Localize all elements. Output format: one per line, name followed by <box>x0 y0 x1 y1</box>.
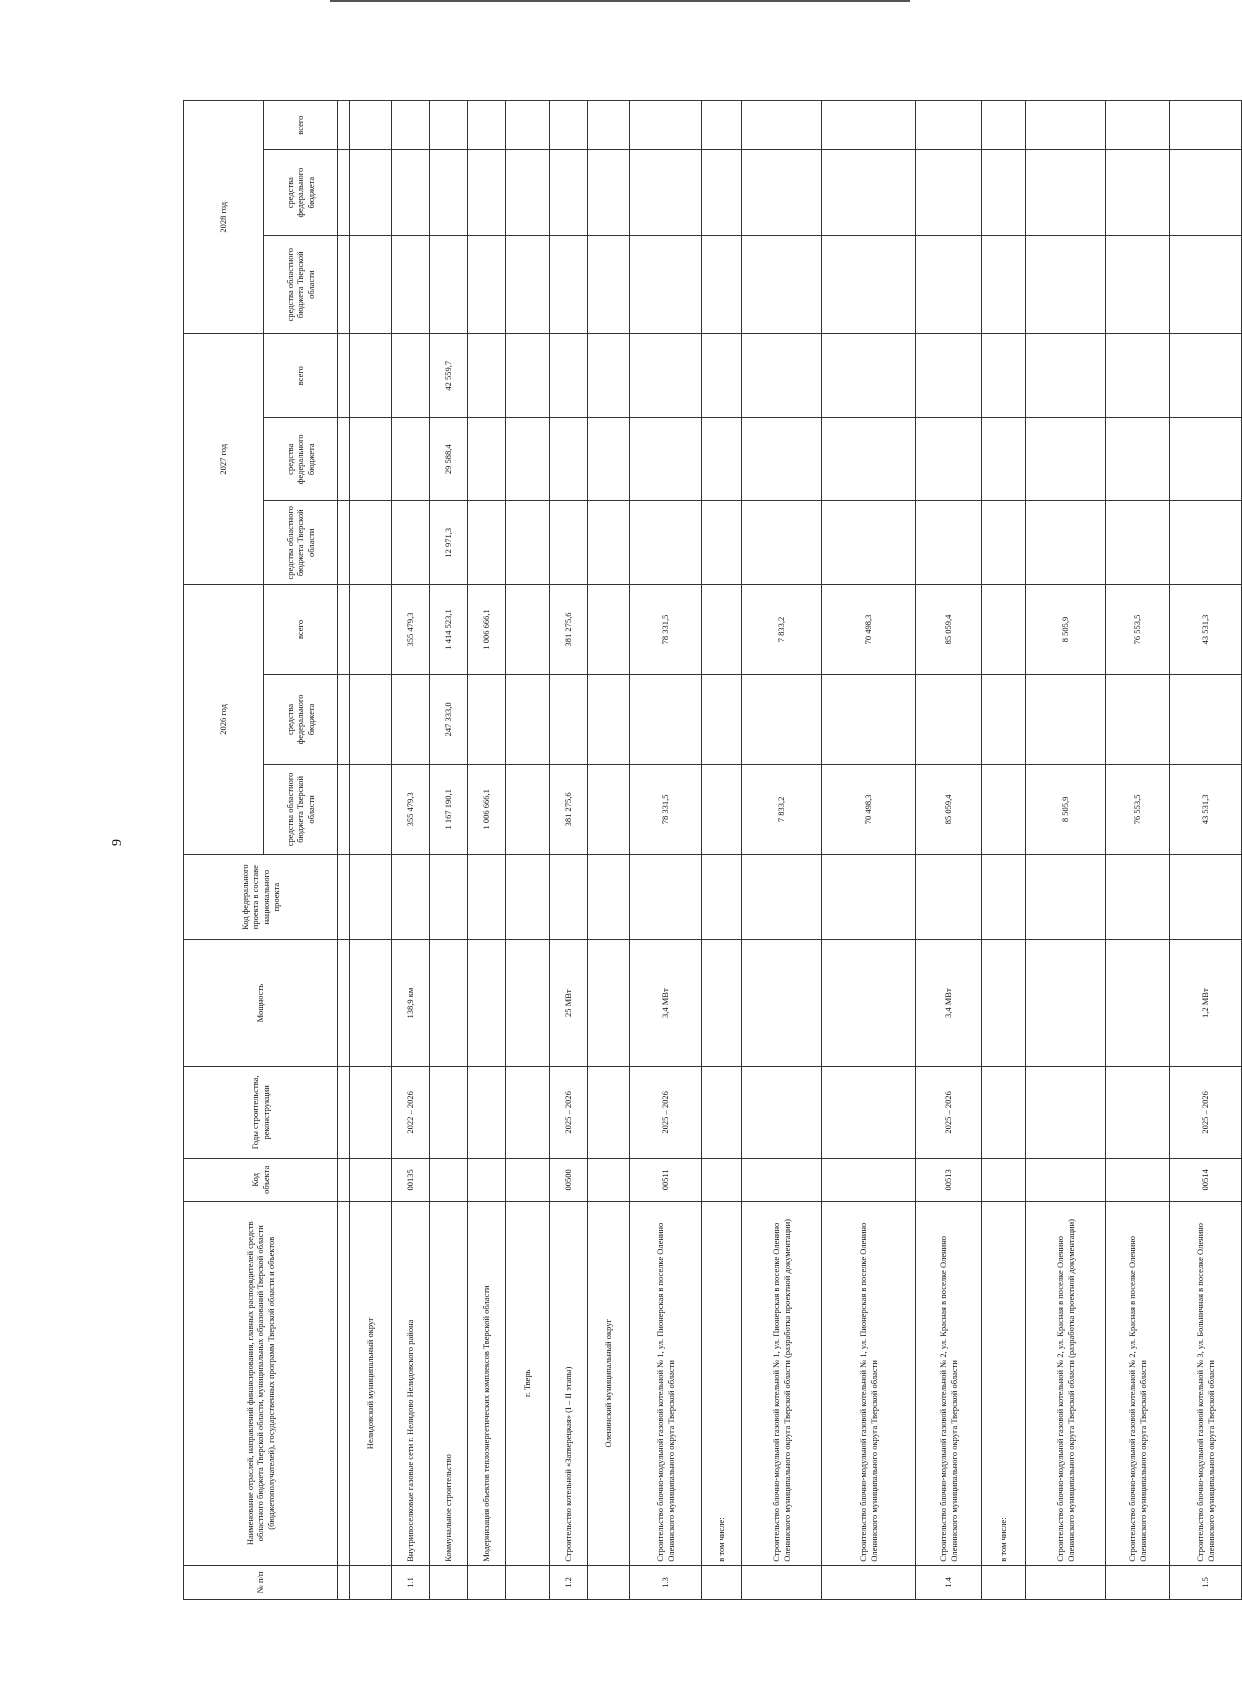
table-row <box>392 101 430 1600</box>
amount-cell <box>630 150 702 236</box>
row-name-cell: Строительство блочно-модульной газовой котельной № 3, ул. Больничная в поселке Оленино Оленинского муниципального округа Тверской области <box>1170 1201 1242 1565</box>
empty-cell <box>588 501 630 585</box>
header-capacity: Мощность <box>184 940 338 1066</box>
header-2028-regional: средства областного бюджета Тверской области <box>264 235 338 334</box>
row-num-cell <box>742 1565 822 1599</box>
table-row <box>588 101 630 1600</box>
amount-cell <box>468 235 506 334</box>
fed-project-cell <box>468 854 506 940</box>
amount-cell: 1 414 523,1 <box>430 585 468 675</box>
amount-cell <box>742 334 822 418</box>
amount-cell <box>742 417 822 501</box>
amount-cell: 12 971,3 <box>430 501 468 585</box>
empty-cell <box>982 235 1026 334</box>
header-index-row <box>338 101 350 1600</box>
amount-cell: 78 331,5 <box>630 764 702 854</box>
amount-cell <box>468 334 506 418</box>
fed-project-cell <box>550 854 588 940</box>
fed-project-cell <box>1170 854 1242 940</box>
empty-cell <box>982 764 1026 854</box>
amount-cell <box>1170 101 1242 150</box>
amount-cell <box>822 334 916 418</box>
amount-cell <box>1106 501 1170 585</box>
row-name-cell: Строительство блочно-модульной газовой котельной № 2, ул. Красная в поселке Оленино Оленинского муниципального округа Тверской области <box>1106 1201 1170 1565</box>
capacity-cell: 1,2 МВт <box>1170 940 1242 1066</box>
header-years: Годы строительства, реконструкции <box>184 1066 338 1158</box>
row-num-cell <box>1026 1565 1106 1599</box>
fed-project-cell <box>822 854 916 940</box>
row-name-cell: Внутрипоселковые газовые сети г. Нелидово Нелидовского района <box>392 1201 430 1565</box>
empty-cell <box>702 334 742 418</box>
amount-cell: 70 498,3 <box>822 585 916 675</box>
amount-cell <box>1026 417 1106 501</box>
amount-cell <box>468 101 506 150</box>
header-2026-regional: средства областного бюджета Тверской области <box>264 764 338 854</box>
amount-cell <box>1106 334 1170 418</box>
amount-cell <box>1026 235 1106 334</box>
empty-cell <box>702 417 742 501</box>
empty-cell <box>506 1158 550 1201</box>
empty-cell <box>506 854 550 940</box>
amount-cell <box>430 101 468 150</box>
amount-cell <box>550 417 588 501</box>
row-name-cell: Строительство блочно-модульной газовой котельной № 2, ул. Красная в поселке Оленино Оленинского муниципального округа Тверской области (разработка проектной документации) <box>1026 1201 1106 1565</box>
empty-cell <box>588 940 630 1066</box>
section-title: Нелидовский муниципальный округ <box>350 1201 392 1565</box>
table-row <box>630 101 702 1600</box>
header-year-2026: 2026 год <box>184 585 264 855</box>
table-row <box>468 101 506 1600</box>
empty-cell <box>506 940 550 1066</box>
table-row <box>982 101 1026 1600</box>
amount-cell: 43 531,3 <box>1170 585 1242 675</box>
empty-cell <box>506 501 550 585</box>
years-cell <box>742 1066 822 1158</box>
years-cell <box>430 1066 468 1158</box>
amount-cell: 8 505,9 <box>1026 585 1106 675</box>
amount-cell <box>1106 674 1170 764</box>
fed-project-cell <box>1026 854 1106 940</box>
amount-cell <box>1106 101 1170 150</box>
amount-cell: 29 588,4 <box>430 417 468 501</box>
years-cell: 2022 – 2026 <box>392 1066 430 1158</box>
amount-cell: 70 498,3 <box>822 764 916 854</box>
amount-cell <box>392 235 430 334</box>
object-code-cell: 00513 <box>916 1158 982 1201</box>
table-row <box>550 101 588 1600</box>
empty-cell <box>350 764 392 854</box>
fed-project-cell <box>430 854 468 940</box>
amount-cell <box>916 150 982 236</box>
amount-cell <box>916 334 982 418</box>
years-cell <box>822 1066 916 1158</box>
empty-cell <box>588 854 630 940</box>
empty-cell <box>702 1158 742 1201</box>
row-num-cell: 1.4 <box>916 1565 982 1599</box>
amount-cell <box>430 150 468 236</box>
amount-cell <box>1170 674 1242 764</box>
amount-cell <box>392 334 430 418</box>
empty-cell <box>350 940 392 1066</box>
row-num-cell: 1.3 <box>630 1565 702 1599</box>
table-body <box>350 101 1242 1600</box>
row-num-cell <box>822 1565 916 1599</box>
empty-cell <box>588 585 630 675</box>
empty-cell <box>350 235 392 334</box>
table-row <box>822 101 916 1600</box>
section-title: Оленинский муниципальный округ <box>588 1201 630 1565</box>
amount-cell <box>1026 334 1106 418</box>
header-2027-regional: средства областного бюджета Тверской области <box>264 501 338 585</box>
empty-cell <box>702 150 742 236</box>
empty-cell <box>588 101 630 150</box>
amount-cell <box>1026 150 1106 236</box>
fed-project-cell <box>392 854 430 940</box>
amount-cell <box>1170 417 1242 501</box>
empty-cell <box>982 854 1026 940</box>
capacity-cell <box>1026 940 1106 1066</box>
row-num-cell <box>506 1565 550 1599</box>
amount-cell: 381 275,6 <box>550 585 588 675</box>
empty-cell <box>506 101 550 150</box>
empty-cell <box>350 101 392 150</box>
object-code-cell: 00514 <box>1170 1158 1242 1201</box>
header-object-code: Код объекта <box>184 1158 338 1201</box>
years-cell <box>468 1066 506 1158</box>
empty-cell <box>588 674 630 764</box>
amount-cell <box>916 501 982 585</box>
empty-cell <box>982 334 1026 418</box>
header-name: Наименование отраслей, направлений финансирования, главных распорядителей средств областного бюджета Тверской области, муниципальных образований Тверской области (бюджетополучателей), государственных программ Тверской области и объектов <box>184 1201 338 1565</box>
empty-cell <box>506 674 550 764</box>
amount-cell: 43 531,3 <box>1170 764 1242 854</box>
header-fed-project-code: Код федерального проекта в составе национального проекта <box>184 854 338 940</box>
row-num-cell <box>430 1565 468 1599</box>
empty-cell <box>702 674 742 764</box>
amount-cell <box>916 674 982 764</box>
empty-cell <box>982 585 1026 675</box>
amount-cell <box>822 235 916 334</box>
capacity-cell <box>468 940 506 1066</box>
amount-cell <box>1170 501 1242 585</box>
amount-cell <box>1026 101 1106 150</box>
capacity-cell <box>430 940 468 1066</box>
top-scan-rule <box>330 0 910 2</box>
header-num: № п/п <box>184 1565 338 1599</box>
table-row <box>506 101 550 1600</box>
table-row <box>1026 101 1106 1600</box>
amount-cell <box>550 674 588 764</box>
empty-cell <box>350 334 392 418</box>
amount-cell: 85 059,4 <box>916 764 982 854</box>
amount-cell <box>468 674 506 764</box>
empty-cell <box>588 235 630 334</box>
empty-cell <box>702 854 742 940</box>
subtotal-note: в том числе: <box>982 1201 1026 1565</box>
capacity-cell <box>1106 940 1170 1066</box>
object-code-cell: 00135 <box>392 1158 430 1201</box>
empty-cell <box>702 940 742 1066</box>
table-row <box>350 101 392 1600</box>
subtotal-note: в том числе: <box>702 1201 742 1565</box>
empty-cell <box>982 940 1026 1066</box>
empty-cell <box>588 150 630 236</box>
amount-cell <box>742 235 822 334</box>
years-cell <box>1106 1066 1170 1158</box>
table-row <box>702 101 742 1600</box>
empty-cell <box>982 101 1026 150</box>
row-name-cell: Строительство блочно-модульной газовой котельной № 1, ул. Пионерская в поселке Оленино Оленинского муниципального округа Тверской области <box>630 1201 702 1565</box>
amount-cell <box>822 501 916 585</box>
amount-cell <box>1106 150 1170 236</box>
empty-cell <box>350 150 392 236</box>
table-row <box>1106 101 1170 1600</box>
fed-project-cell <box>742 854 822 940</box>
section-title: г. Тверь <box>506 1201 550 1565</box>
amount-cell <box>1170 235 1242 334</box>
amount-cell <box>630 501 702 585</box>
header-2026-federal: средства федерального бюджета <box>264 674 338 764</box>
empty-cell <box>702 1066 742 1158</box>
years-cell: 2025 – 2026 <box>630 1066 702 1158</box>
amount-cell <box>1106 235 1170 334</box>
capacity-cell: 138,9 км <box>392 940 430 1066</box>
table-row <box>1170 101 1242 1600</box>
amount-cell: 1 006 666,1 <box>468 585 506 675</box>
amount-cell <box>468 417 506 501</box>
capacity-cell <box>822 940 916 1066</box>
amount-cell <box>1026 501 1106 585</box>
amount-cell <box>742 501 822 585</box>
empty-cell <box>506 150 550 236</box>
years-cell: 2025 – 2026 <box>916 1066 982 1158</box>
empty-cell <box>982 417 1026 501</box>
amount-cell <box>822 101 916 150</box>
amount-cell: 1 167 190,1 <box>430 764 468 854</box>
row-num-cell <box>1106 1565 1170 1599</box>
table-row <box>916 101 982 1600</box>
empty-cell <box>982 674 1026 764</box>
empty-cell <box>506 585 550 675</box>
amount-cell <box>1106 417 1170 501</box>
row-num-cell <box>702 1565 742 1599</box>
years-cell <box>1026 1066 1106 1158</box>
empty-cell <box>350 417 392 501</box>
amount-cell <box>742 150 822 236</box>
row-name-cell: Коммунальное строительство <box>430 1201 468 1565</box>
object-code-cell <box>822 1158 916 1201</box>
amount-cell <box>742 674 822 764</box>
empty-cell <box>588 1066 630 1158</box>
row-name-cell: Модернизация объектов теплоэнергетических комплексов Тверской области <box>468 1201 506 1565</box>
header-2027-total: всего <box>264 334 338 418</box>
capacity-cell: 25 МВт <box>550 940 588 1066</box>
amount-cell <box>1170 334 1242 418</box>
empty-cell <box>350 854 392 940</box>
row-num-cell: 1.2 <box>550 1565 588 1599</box>
row-name-cell: Строительство котельной «Затверецкая» (I – II этапы) <box>550 1201 588 1565</box>
row-num-cell <box>350 1565 392 1599</box>
empty-cell <box>702 101 742 150</box>
amount-cell: 1 006 666,1 <box>468 764 506 854</box>
amount-cell <box>550 501 588 585</box>
empty-cell <box>588 764 630 854</box>
years-cell: 2025 – 2026 <box>550 1066 588 1158</box>
amount-cell <box>630 235 702 334</box>
amount-cell <box>822 417 916 501</box>
amount-cell: 355 479,3 <box>392 764 430 854</box>
header-2028-total: всего <box>264 101 338 150</box>
fed-project-cell <box>916 854 982 940</box>
page-number: 9 <box>110 839 125 846</box>
amount-cell: 355 479,3 <box>392 585 430 675</box>
header-year-2028: 2028 год <box>184 101 264 334</box>
amount-cell <box>916 417 982 501</box>
amount-cell <box>822 674 916 764</box>
amount-cell <box>630 334 702 418</box>
amount-cell <box>392 150 430 236</box>
row-name-cell: Строительство блочно-модульной газовой котельной № 2, ул. Красная в поселке Оленино Оленинского муниципального округа Тверской области <box>916 1201 982 1565</box>
object-code-cell <box>430 1158 468 1201</box>
empty-cell <box>702 764 742 854</box>
amount-cell: 7 833,2 <box>742 585 822 675</box>
empty-cell <box>588 1158 630 1201</box>
capacity-cell <box>742 940 822 1066</box>
empty-cell <box>982 1066 1026 1158</box>
header-2028-federal: средства федерального бюджета <box>264 150 338 236</box>
object-code-cell: 00511 <box>630 1158 702 1201</box>
amount-cell: 42 559,7 <box>430 334 468 418</box>
amount-cell <box>430 235 468 334</box>
amount-cell <box>392 674 430 764</box>
empty-cell <box>506 764 550 854</box>
table-row <box>430 101 468 1600</box>
amount-cell <box>550 101 588 150</box>
fed-project-cell <box>630 854 702 940</box>
empty-cell <box>702 585 742 675</box>
empty-cell <box>506 235 550 334</box>
empty-cell <box>350 1066 392 1158</box>
empty-cell <box>350 501 392 585</box>
amount-cell <box>1170 150 1242 236</box>
row-num-cell <box>588 1565 630 1599</box>
capacity-cell: 3,4 МВт <box>630 940 702 1066</box>
amount-cell <box>550 334 588 418</box>
object-code-cell: 00500 <box>550 1158 588 1201</box>
empty-cell <box>506 334 550 418</box>
empty-cell <box>506 417 550 501</box>
amount-cell <box>916 101 982 150</box>
amount-cell <box>630 674 702 764</box>
empty-cell <box>702 501 742 585</box>
empty-cell <box>982 150 1026 236</box>
amount-cell <box>550 235 588 334</box>
empty-cell <box>350 1158 392 1201</box>
header-2027-federal: средства федерального бюджета <box>264 417 338 501</box>
row-num-cell <box>468 1565 506 1599</box>
row-num-cell: 1.5 <box>1170 1565 1242 1599</box>
amount-cell: 76 553,5 <box>1106 585 1170 675</box>
header-2026-total: всего <box>264 585 338 675</box>
empty-cell <box>588 417 630 501</box>
empty-cell <box>350 585 392 675</box>
empty-cell <box>982 1158 1026 1201</box>
empty-cell <box>982 501 1026 585</box>
budget-table <box>183 100 1242 1600</box>
object-code-cell <box>742 1158 822 1201</box>
amount-cell <box>468 150 506 236</box>
empty-cell <box>506 1066 550 1158</box>
table-row <box>742 101 822 1600</box>
row-name-cell: Строительство блочно-модульной газовой котельной № 1, ул. Пионерская в поселке Оленино Оленинского муниципального округа Тверской области <box>822 1201 916 1565</box>
amount-cell <box>550 150 588 236</box>
empty-cell <box>588 334 630 418</box>
empty-cell <box>702 235 742 334</box>
amount-cell <box>392 417 430 501</box>
row-num-cell <box>982 1565 1026 1599</box>
amount-cell: 85 059,4 <box>916 585 982 675</box>
object-code-cell <box>1026 1158 1106 1201</box>
row-name-cell: Строительство блочно-модульной газовой котельной № 1, ул. Пионерская в поселке Оленино Оленинского муниципального округа Тверской области (разработка проектной документации) <box>742 1201 822 1565</box>
amount-cell <box>630 101 702 150</box>
amount-cell <box>392 101 430 150</box>
amount-cell <box>392 501 430 585</box>
empty-cell <box>350 674 392 764</box>
capacity-cell: 3,4 МВт <box>916 940 982 1066</box>
rotated-table-wrapper <box>183 100 1216 1600</box>
object-code-cell <box>1106 1158 1170 1201</box>
header-year-2027: 2027 год <box>184 334 264 585</box>
amount-cell <box>916 235 982 334</box>
amount-cell: 7 833,2 <box>742 764 822 854</box>
amount-cell: 76 553,5 <box>1106 764 1170 854</box>
amount-cell <box>630 417 702 501</box>
years-cell: 2025 – 2026 <box>1170 1066 1242 1158</box>
amount-cell <box>468 501 506 585</box>
amount-cell: 8 505,9 <box>1026 764 1106 854</box>
amount-cell <box>1026 674 1106 764</box>
fed-project-cell <box>1106 854 1170 940</box>
amount-cell: 78 331,5 <box>630 585 702 675</box>
row-num-cell: 1.1 <box>392 1565 430 1599</box>
amount-cell: 381 275,6 <box>550 764 588 854</box>
object-code-cell <box>468 1158 506 1201</box>
amount-cell <box>742 101 822 150</box>
amount-cell: 247 333,0 <box>430 674 468 764</box>
amount-cell <box>822 150 916 236</box>
